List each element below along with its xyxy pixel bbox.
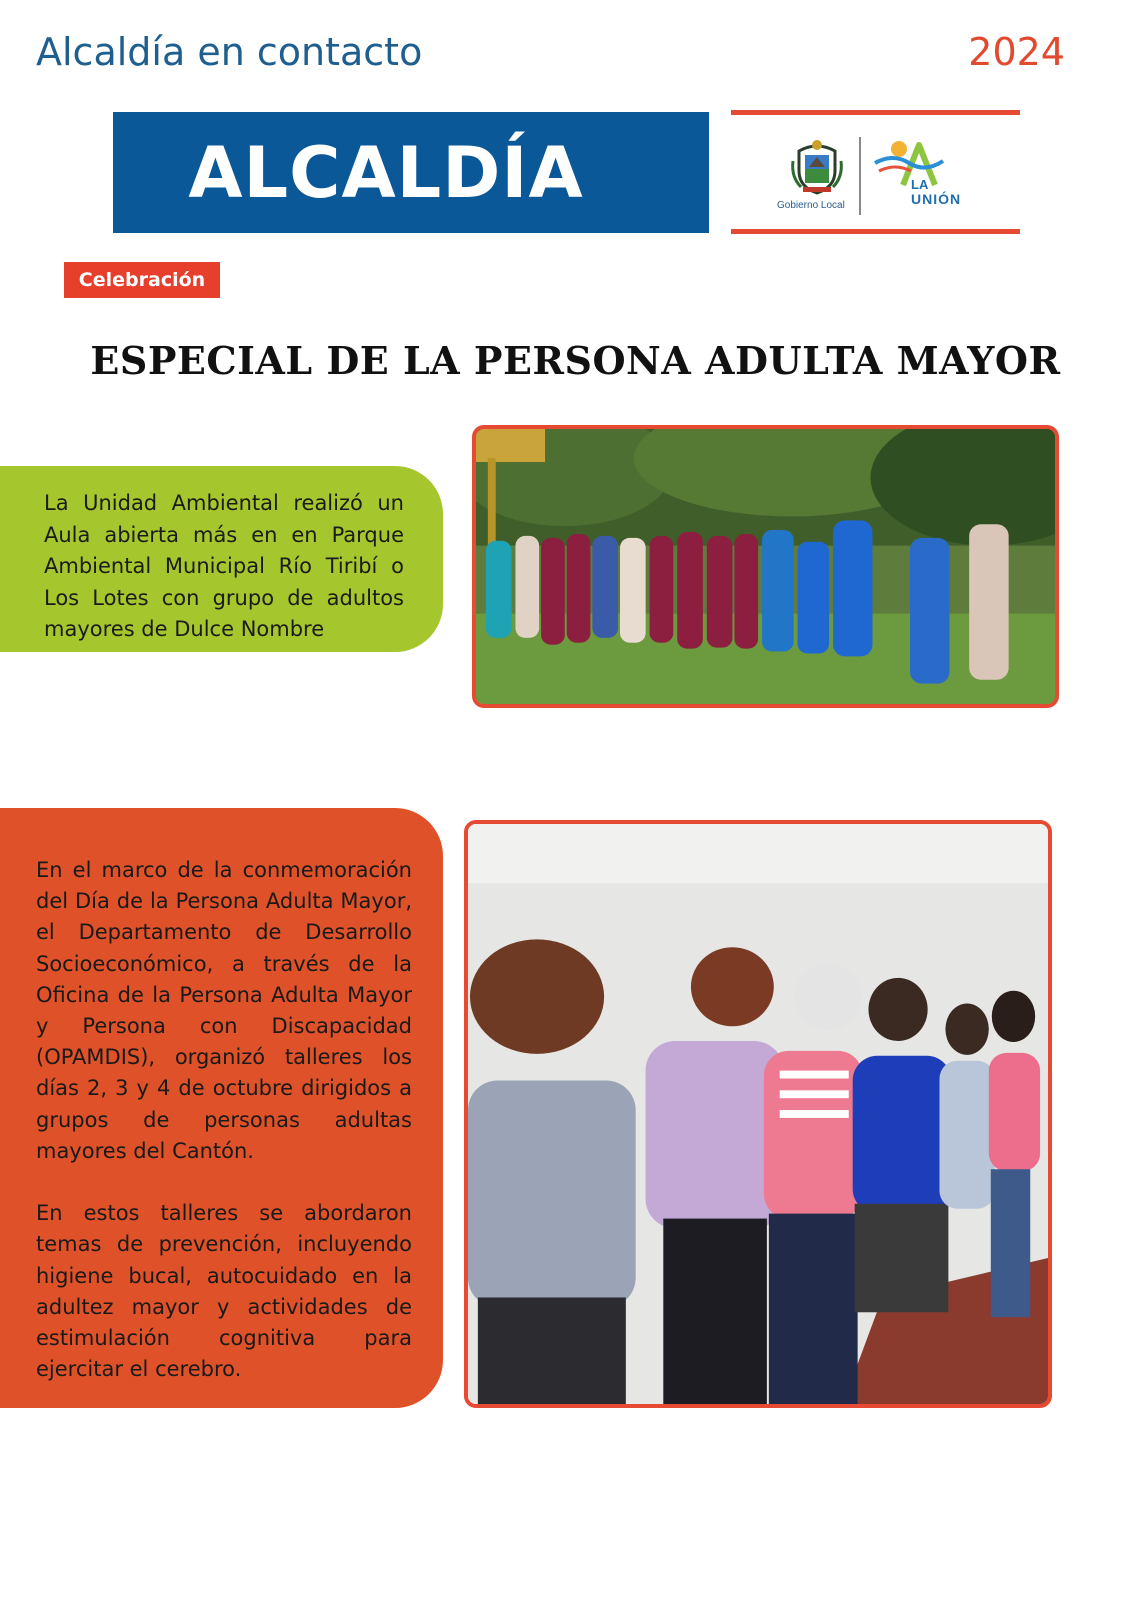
coat-of-arms-icon (789, 137, 845, 197)
article2-text (36, 855, 412, 1385)
article2-paragraph2: En estos talleres se abordaron temas de prevención, incluyendo higiene bucal, autocuidado en la adultez mayor y actividades de estimulación cognitiva para ejercitar el cerebro. (36, 1201, 412, 1382)
alcaldia-banner (113, 112, 709, 233)
la-union-logo-icon (869, 137, 949, 195)
group-photo-park (472, 425, 1059, 708)
article2-card (0, 808, 443, 1408)
publication-title: Alcaldía en contacto (36, 30, 423, 74)
publication-year: 2024 (968, 30, 1065, 74)
la-union-logo-name: UNIÓN (911, 191, 962, 207)
workshop-photo-image (468, 824, 1048, 1404)
page-headline: ESPECIAL DE LA PERSONA ADULTA MAYOR (90, 338, 1061, 383)
banner-label: ALCALDÍA (188, 131, 584, 214)
logo-divider (859, 137, 861, 215)
section-tag: Celebración (64, 262, 220, 298)
logo-strip (731, 110, 1020, 234)
article1-text: La Unidad Ambiental realizó un Aula abierta más en en Parque Ambiental Municipal Río Tiribí o Los Lotes con grupo de adultos mayores de Dulce Nombre (44, 491, 404, 641)
group-photo-park-image (476, 429, 1055, 704)
la-union-logo-la: LA (911, 177, 929, 192)
crest-caption: Gobierno Local (777, 200, 845, 211)
article1-card (0, 466, 443, 652)
workshop-photo (464, 820, 1052, 1408)
article2-paragraph1: En el marco de la conmemoración del Día de la Persona Adulta Mayor, el Departamento de Desarrollo Socioeconómico, a través de la Oficina de la Persona Adulta Mayor y Persona con Discapacidad (OPAMDIS), organizó talleres los días 2, 3 y 4 de octubre dirigidos a grupos de personas adultas mayores del Cantón. (36, 858, 412, 1163)
